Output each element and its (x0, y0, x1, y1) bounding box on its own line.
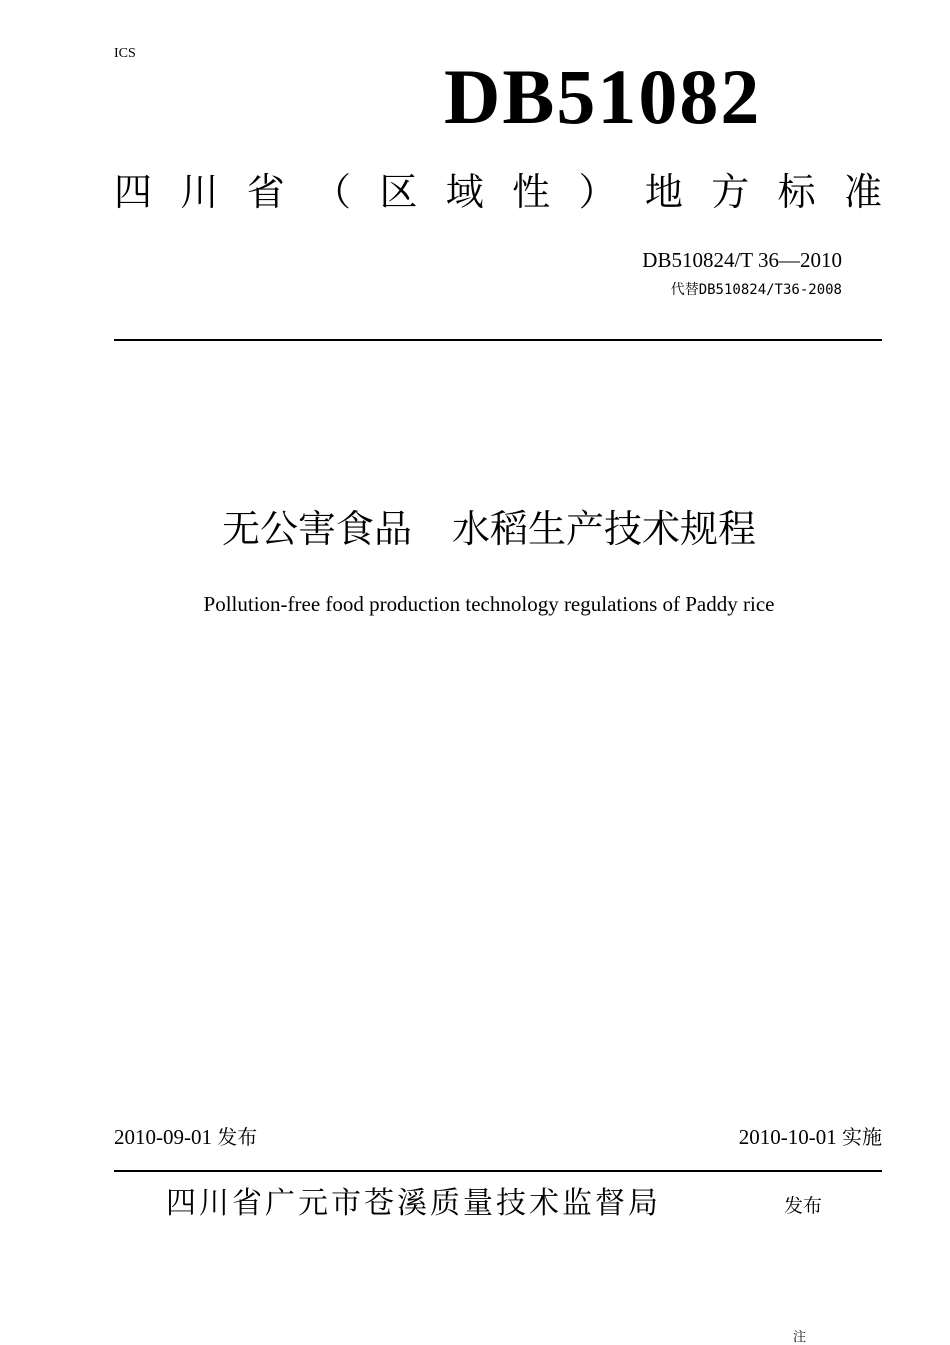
standard-type-char: ） (578, 170, 617, 214)
standard-type (114, 168, 882, 216)
standard-type-char: 区 (379, 170, 418, 214)
standard-type-char: 方 (711, 170, 750, 214)
header-divider (114, 339, 882, 341)
standard-type-char: 准 (843, 170, 882, 214)
standard-type-char: （ (313, 170, 352, 214)
implement-date (739, 1121, 882, 1150)
standard-type-char: 标 (777, 170, 816, 214)
document-title-en: Pollution-free food production technology regulations of Paddy rice (203, 592, 775, 616)
standard-number: DB510824/T 36—2010 (642, 248, 842, 272)
issue-date-label: 发布 (217, 1125, 258, 1149)
document-title-cn (0, 504, 950, 554)
standard-type-char: 域 (445, 170, 484, 214)
standard-type-char: 川 (180, 170, 219, 214)
title-cn-part2: 水稻生产技术规程 (452, 507, 757, 551)
issuer-suffix: 发布 (784, 1195, 823, 1217)
issue-date-value: 2010-09-01 (114, 1125, 212, 1149)
implement-date-label: 实施 (842, 1125, 882, 1149)
standard-type-char: 地 (644, 170, 683, 214)
implement-date-value: 2010-10-01 (738, 1125, 837, 1149)
footer-divider (114, 1170, 882, 1172)
replaces-note: 代替DB510824/T36-2008 (670, 282, 842, 298)
title-cn-part1: 无公害食品 (221, 507, 412, 551)
standard-code: DB51082 (444, 53, 762, 140)
standard-type-char: 省 (246, 170, 285, 214)
ics-label: ICS (114, 46, 136, 61)
issue-date (114, 1121, 257, 1150)
issuer-name: 四川省广元市苍溪质量技术监督局 (166, 1186, 661, 1221)
standard-type-char: 性 (512, 170, 551, 214)
footnote-mark: 注 (793, 1330, 807, 1345)
standard-type-char: 四 (114, 170, 153, 214)
